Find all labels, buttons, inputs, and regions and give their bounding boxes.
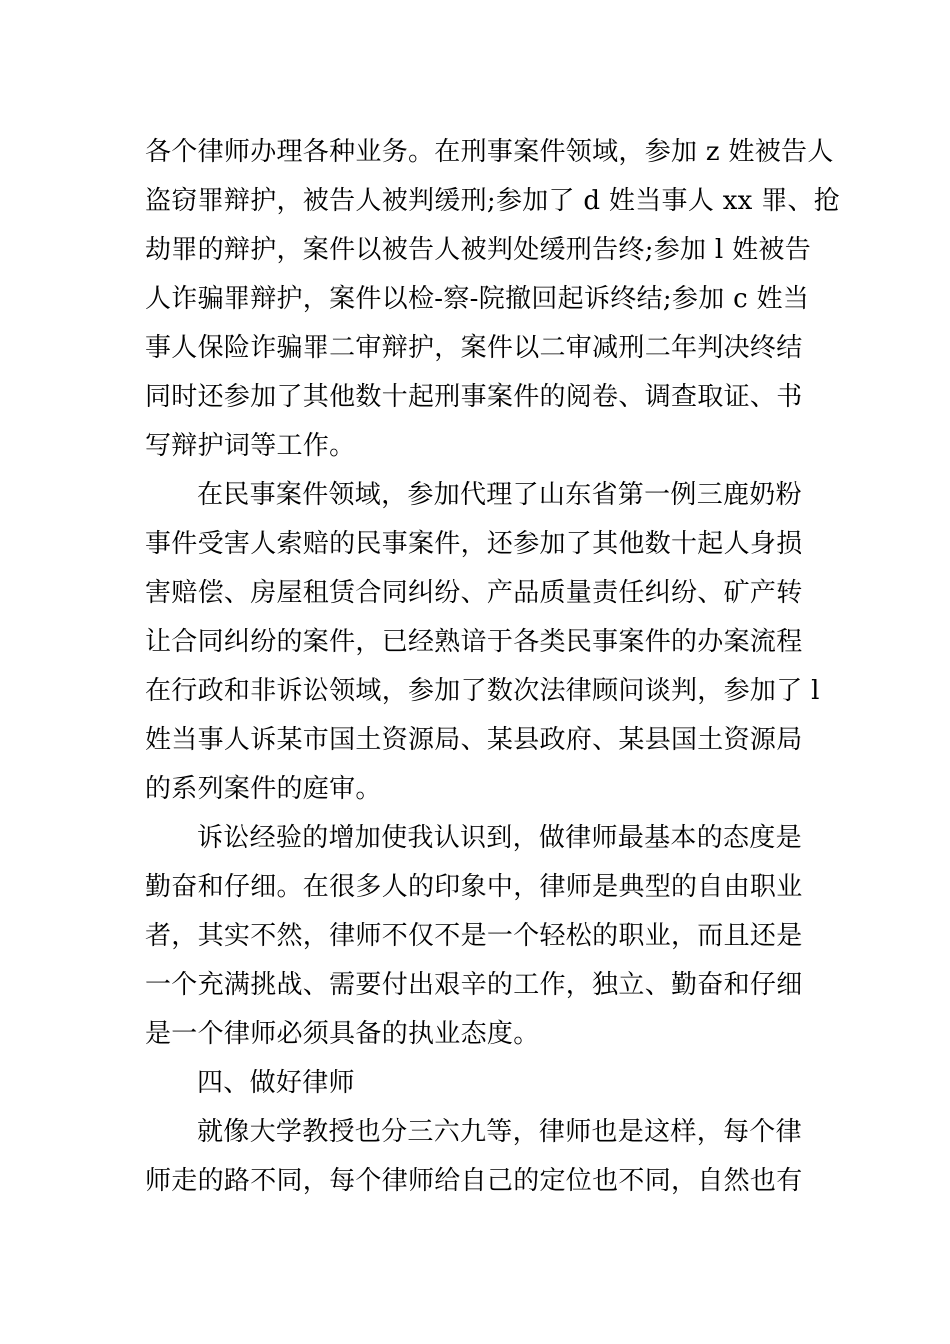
text-line: 让合同纠纷的案件，已经熟谙于各类民事案件的办案流程 [145, 627, 803, 657]
text-line: 事件受害人索赔的民事案件，还参加了其他数十起人身损 [145, 529, 803, 559]
text-line: 在行政和非诉讼领域，参加了数次法律顾问谈判，参加了 l [145, 676, 820, 706]
paragraph [145, 471, 820, 814]
text-line: 盗窃罪辩护，被告人被判缓刑;参加了 d 姓当事人 xx 罪、抢 [145, 186, 841, 216]
text-line: 姓当事人诉某市国土资源局、某县政府、某县国土资源局 [145, 725, 803, 755]
section-heading [145, 1059, 810, 1108]
text-line: 师走的路不同，每个律师给自己的定位也不同，自然也有 [145, 1166, 803, 1196]
text-line: 一个充满挑战、需要付出艰辛的工作，独立、勤奋和仔细 [145, 970, 803, 1000]
paragraph [145, 1108, 810, 1206]
text-line: 同时还参加了其他数十起刑事案件的阅卷、调查取证、书 [145, 382, 803, 412]
text-line: 人诈骗罪辩护，案件以检-察-院撤回起诉终结;参加 c 姓当 [145, 284, 810, 314]
text-line: 在民事案件领域，参加代理了山东省第一例三鹿奶粉 [197, 480, 802, 510]
paragraph [145, 128, 841, 471]
text-line: 者，其实不然，律师不仅不是一个轻松的职业，而且还是 [145, 921, 803, 951]
text-line: 劫罪的辩护，案件以被告人被判处缓刑告终;参加 l 姓被告 [145, 235, 812, 265]
text-line: 就像大学教授也分三六九等，律师也是这样，每个律 [197, 1117, 802, 1147]
body-text [145, 128, 841, 1206]
text-line: 的系列案件的庭审。 [145, 774, 382, 804]
text-line: 是一个律师必须具备的执业态度。 [145, 1019, 540, 1049]
text-line: 写辩护词等工作。 [145, 431, 356, 461]
paragraph [145, 814, 810, 1059]
text-line: 害赔偿、房屋租赁合同纠纷、产品质量责任纠纷、矿产转 [145, 578, 803, 608]
text-line: 勤奋和仔细。在很多人的印象中，律师是典型的自由职业 [145, 872, 803, 902]
text-line: 诉讼经验的增加使我认识到，做律师最基本的态度是 [197, 823, 802, 853]
text-line: 事人保险诈骗罪二审辩护，案件以二审减刑二年判决终结 [145, 333, 803, 363]
text-line: 各个律师办理各种业务。在刑事案件领域，参加 z 姓被告人 [145, 137, 834, 167]
text-line: 四、做好律师 [197, 1068, 355, 1098]
